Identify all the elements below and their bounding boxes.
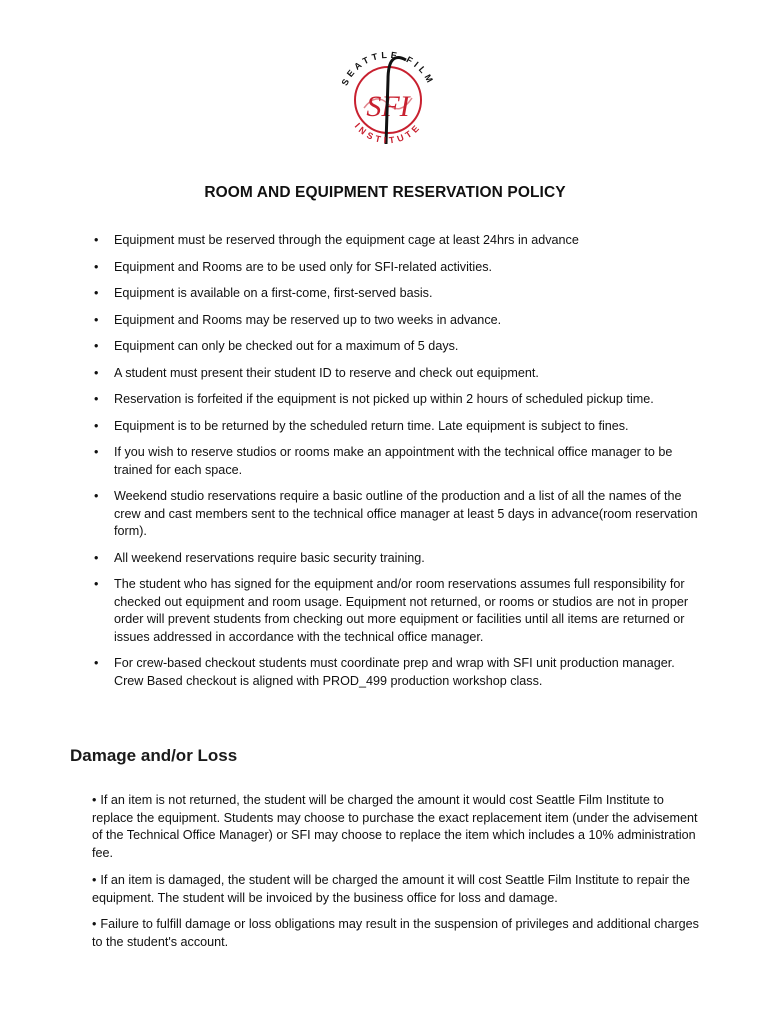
policy-item: • For crew-based checkout students must coordinate prep and wrap with SFI unit production manager. Crew Based checkout is aligned with PROD_499 production workshop class. xyxy=(93,655,705,690)
policy-item: • A student must present their student ID to reserve and check out equipment. xyxy=(93,365,705,383)
damage-paragraph xyxy=(92,872,702,907)
bullet: • xyxy=(92,917,97,931)
bullet: • xyxy=(92,793,97,807)
damage-text: If an item is damaged, the student will be charged the amount it will cost Seattle Film Institute to repair the equipment. The student will be invoiced by the business office for loss and damage. xyxy=(92,873,690,905)
damage-heading: Damage and/or Loss xyxy=(70,746,238,765)
policy-item: • Equipment is to be returned by the scheduled return time. Late equipment is subject to fines. xyxy=(93,418,705,436)
logo-bottom-text: INSTITUTE xyxy=(352,120,424,146)
damage-text: If an item is not returned, the student will be charged the amount it would cost Seattle Film Institute to replace the equipment. Students may choose to purchase the exact replacement item (under the advisement of the Technical Office Manager) or SFI may choose to replace the item which includes a 10% administration fee. xyxy=(92,793,698,860)
sfi-logo xyxy=(328,40,448,160)
policy-item: • Reservation is forfeited if the equipment is not picked up within 2 hours of scheduled pickup time. xyxy=(93,391,705,409)
policy-item: • The student who has signed for the equipment and/or room reservations assumes full responsibility for checked out equipment and room usage. Equipment not returned, or rooms or studios are not in proper order will prevent students from checking out more equipment or facilities until all items are returned or issues addressed in accordance with the technical office manager. xyxy=(93,576,705,646)
policy-item: • Equipment and Rooms may be reserved up to two weeks in advance. xyxy=(93,312,705,330)
policy-item: • Equipment must be reserved through the equipment cage at least 24hrs in advance xyxy=(93,232,705,250)
bullet: • xyxy=(92,873,97,887)
policy-item: • If you wish to reserve studios or rooms make an appointment with the technical office manager to be trained for each space. xyxy=(93,444,705,479)
policy-item: • Equipment is available on a first-come, first-served basis. xyxy=(93,285,705,303)
logo-initials: SFI xyxy=(366,90,410,123)
policy-item: • All weekend reservations require basic security training. xyxy=(93,550,705,568)
logo-top-text: SEATTLE FILM xyxy=(339,49,437,88)
policy-item: • Equipment and Rooms are to be used only for SFI-related activities. xyxy=(93,259,705,277)
damage-paragraph xyxy=(92,792,702,862)
damage-paragraph xyxy=(92,916,702,951)
page-title: ROOM AND EQUIPMENT RESERVATION POLICY xyxy=(204,184,566,201)
policy-item: • Equipment can only be checked out for a maximum of 5 days. xyxy=(93,338,705,356)
damage-text: Failure to fulfill damage or loss obligations may result in the suspension of privileges and additional charges to the student's account. xyxy=(92,917,699,949)
policy-list xyxy=(93,232,705,699)
policy-item: • Weekend studio reservations require a basic outline of the production and a list of all the names of the crew and cast members sent to the technical office manager at least 5 days in advance(room reservation form). xyxy=(93,488,705,541)
